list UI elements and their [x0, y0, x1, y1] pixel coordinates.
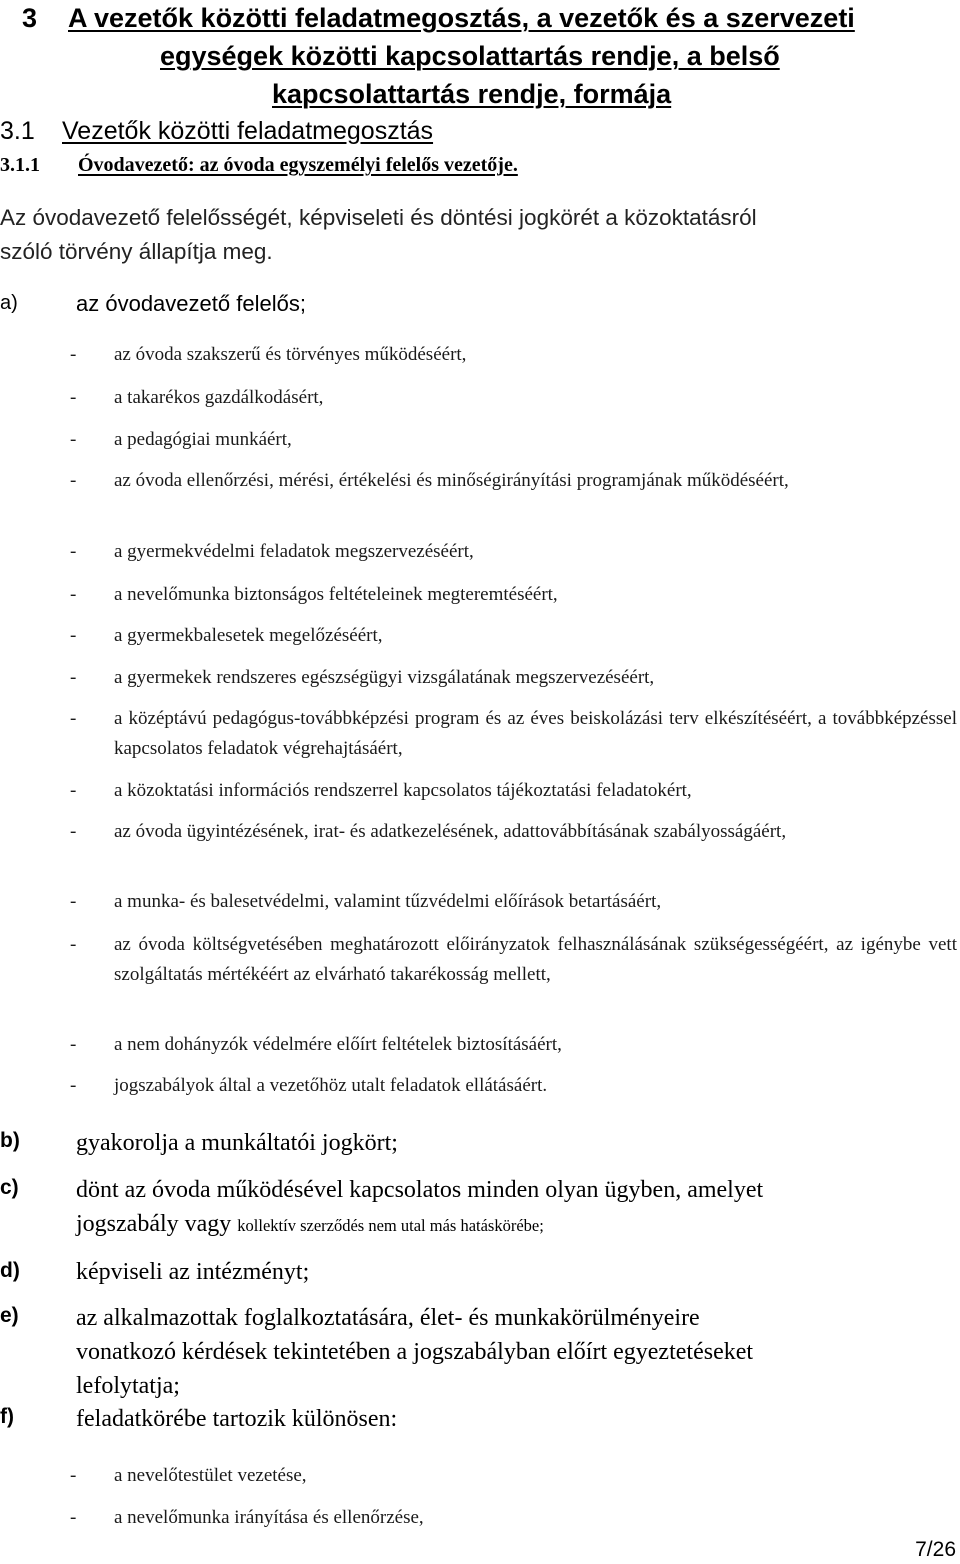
section-d-text: képviseli az intézményt; — [76, 1259, 310, 1285]
section-e-line3: lefolytatja; — [76, 1373, 180, 1399]
heading1-line1: A vezetők közötti feladatmegosztás, a vezetők és a szervezeti — [68, 3, 855, 33]
section-f-text: feladatkörébe tartozik különösen: — [76, 1406, 398, 1432]
section-e-label: e) — [0, 1304, 19, 1327]
intro-line1: Az óvodavezető felelősségét, képviseleti és döntési jogkörét a közoktatásról — [0, 205, 757, 230]
section-a-label: a) — [0, 292, 18, 314]
section-b-text: gyakorolja a munkáltatói jogkört; — [76, 1130, 398, 1156]
intro-line2: szóló törvény állapítja meg. — [0, 239, 273, 264]
section-c-text — [76, 1173, 936, 1243]
section-b-label: b) — [0, 1129, 20, 1152]
heading3-title: Óvodavezető: az óvoda egyszemélyi felelős vezetője. — [78, 154, 518, 176]
section-e-text — [76, 1301, 936, 1403]
heading1-number: 3 — [22, 3, 38, 33]
section-c-line1: dönt az óvoda működésével kapcsolatos minden olyan ügyben, amelyet — [76, 1177, 764, 1203]
heading2-number: 3.1 — [0, 117, 35, 145]
heading1-line2: egységek közötti kapcsolattartás rendje, a belső — [160, 41, 780, 71]
section-c-label: c) — [0, 1176, 19, 1199]
section-c-line2: jogszabály vagy kollektív szerződés nem utal más hatáskörébe; — [76, 1211, 544, 1237]
section-a-title: az óvodavezető felelős; — [76, 291, 306, 316]
section-f-label: f) — [0, 1405, 14, 1428]
heading3-number: 3.1.1 — [0, 154, 40, 176]
section-e-line1: az alkalmazottak foglalkoztatására, élet- és munkakörülményeire — [76, 1305, 700, 1331]
section-e-line2: vonatkozó kérdések tekintetében a jogszabályban előírt egyeztetéseket — [76, 1339, 754, 1365]
section-d-label: d) — [0, 1259, 20, 1282]
heading1-line3: kapcsolattartás rendje, formája — [272, 79, 672, 109]
page-number: 7/26 — [915, 1538, 956, 1561]
heading2-title: Vezetők közötti feladatmegosztás — [62, 117, 434, 145]
